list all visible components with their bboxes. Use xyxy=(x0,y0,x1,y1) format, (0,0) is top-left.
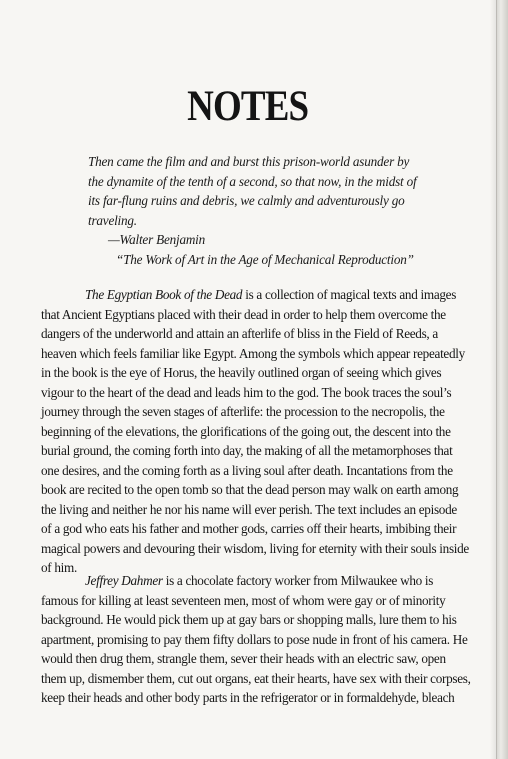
paragraph-book-of-the-dead xyxy=(41,285,469,578)
paragraph-line: famous for killing at least seventeen men, most of whom were gay or of minority xyxy=(41,592,446,608)
paragraph-line: in the book is the eye of Horus, the heavily outlined organ of seeing which gives xyxy=(41,365,442,380)
paragraph-line: the living and neither he nor his name will ever perish. The text includes an episode xyxy=(41,501,457,517)
epigraph-source: “The Work of Art in the Age of Mechanical Reproduction” xyxy=(116,251,414,267)
paragraph-line: burial ground, the coming forth into day, the making of all the metamorphoses that xyxy=(41,443,453,458)
paragraph-line: beginning of the elevations, the glorifications of the going out, the descent into the xyxy=(41,423,451,439)
paragraph-line: them up, dismember them, cut out organs, eat their hearts, have sex with their corpses, xyxy=(41,670,471,686)
paragraph-line: would then drug them, strangle them, sever their heads with an electric saw, open xyxy=(41,651,446,666)
paragraph-line: apartment, promising to pay them fifty dollars to pose nude in front of his camera. He xyxy=(41,631,468,647)
epigraph-author: —Walter Benjamin xyxy=(108,232,206,247)
epigraph-line: its far-flung ruins and debris, we calmly and adventurously go xyxy=(88,193,405,208)
paragraph-line: of a god who eats his father and mother gods, carries off their hearts, imbibing their xyxy=(41,521,457,536)
epigraph-line: the dynamite of the tenth of a second, so that now, in the midst of xyxy=(88,173,417,189)
paragraph-first-line-text: is a chocolate factory worker from Milwaukee who is xyxy=(162,573,434,588)
paragraph-italic-title: Jeffrey Dahmer xyxy=(85,573,163,588)
paragraph-line: dangers of the underworld and attain an afterlife of bliss in the Field of Reeds, a xyxy=(41,326,438,341)
paragraph-jeffrey-dahmer xyxy=(41,571,471,708)
paragraph-first-line-text: is a collection of magical texts and images xyxy=(242,287,457,302)
paragraph-line: magical powers and devouring their wisdom, living for eternity with their souls inside xyxy=(41,540,469,556)
paragraph-line: that Ancient Egyptians placed with their dead in order to help them overcome the xyxy=(41,306,446,322)
paragraph-italic-title: The Egyptian Book of the Dead xyxy=(85,287,243,302)
paragraph-line: heaven which feels familiar like Egypt. Among the symbols which appear repeatedly xyxy=(41,345,465,361)
page-title: NOTES xyxy=(187,83,309,130)
epigraph-line: traveling. xyxy=(88,212,137,228)
epigraph-line: Then came the film and and burst this prison-world asunder by xyxy=(88,154,410,169)
paragraph-line: vigour to the heart of the dead and leads him to the god. The book traces the soul’s xyxy=(41,384,452,400)
paragraph-line: background. He would pick them up at gay bars or shopping malls, lure them to his xyxy=(41,612,457,627)
paragraph-first-line xyxy=(41,285,457,305)
paragraph-line: journey through the seven stages of afterlife: the procession to the necropolis, the xyxy=(41,404,445,419)
paragraph-line: of him. xyxy=(41,560,77,575)
paragraph-line: keep their heads and other body parts in the refrigerator or in formaldehyde, bleach xyxy=(41,690,455,705)
paragraph-line: one desires, and the coming forth as a living soul after death. Incantations from the xyxy=(41,462,453,478)
epigraph xyxy=(88,152,428,269)
page-edge xyxy=(496,0,508,759)
paragraph-line: book are recited to the open tomb so that the dead person may walk on earth among xyxy=(41,482,459,497)
paragraph-first-line xyxy=(41,571,435,591)
